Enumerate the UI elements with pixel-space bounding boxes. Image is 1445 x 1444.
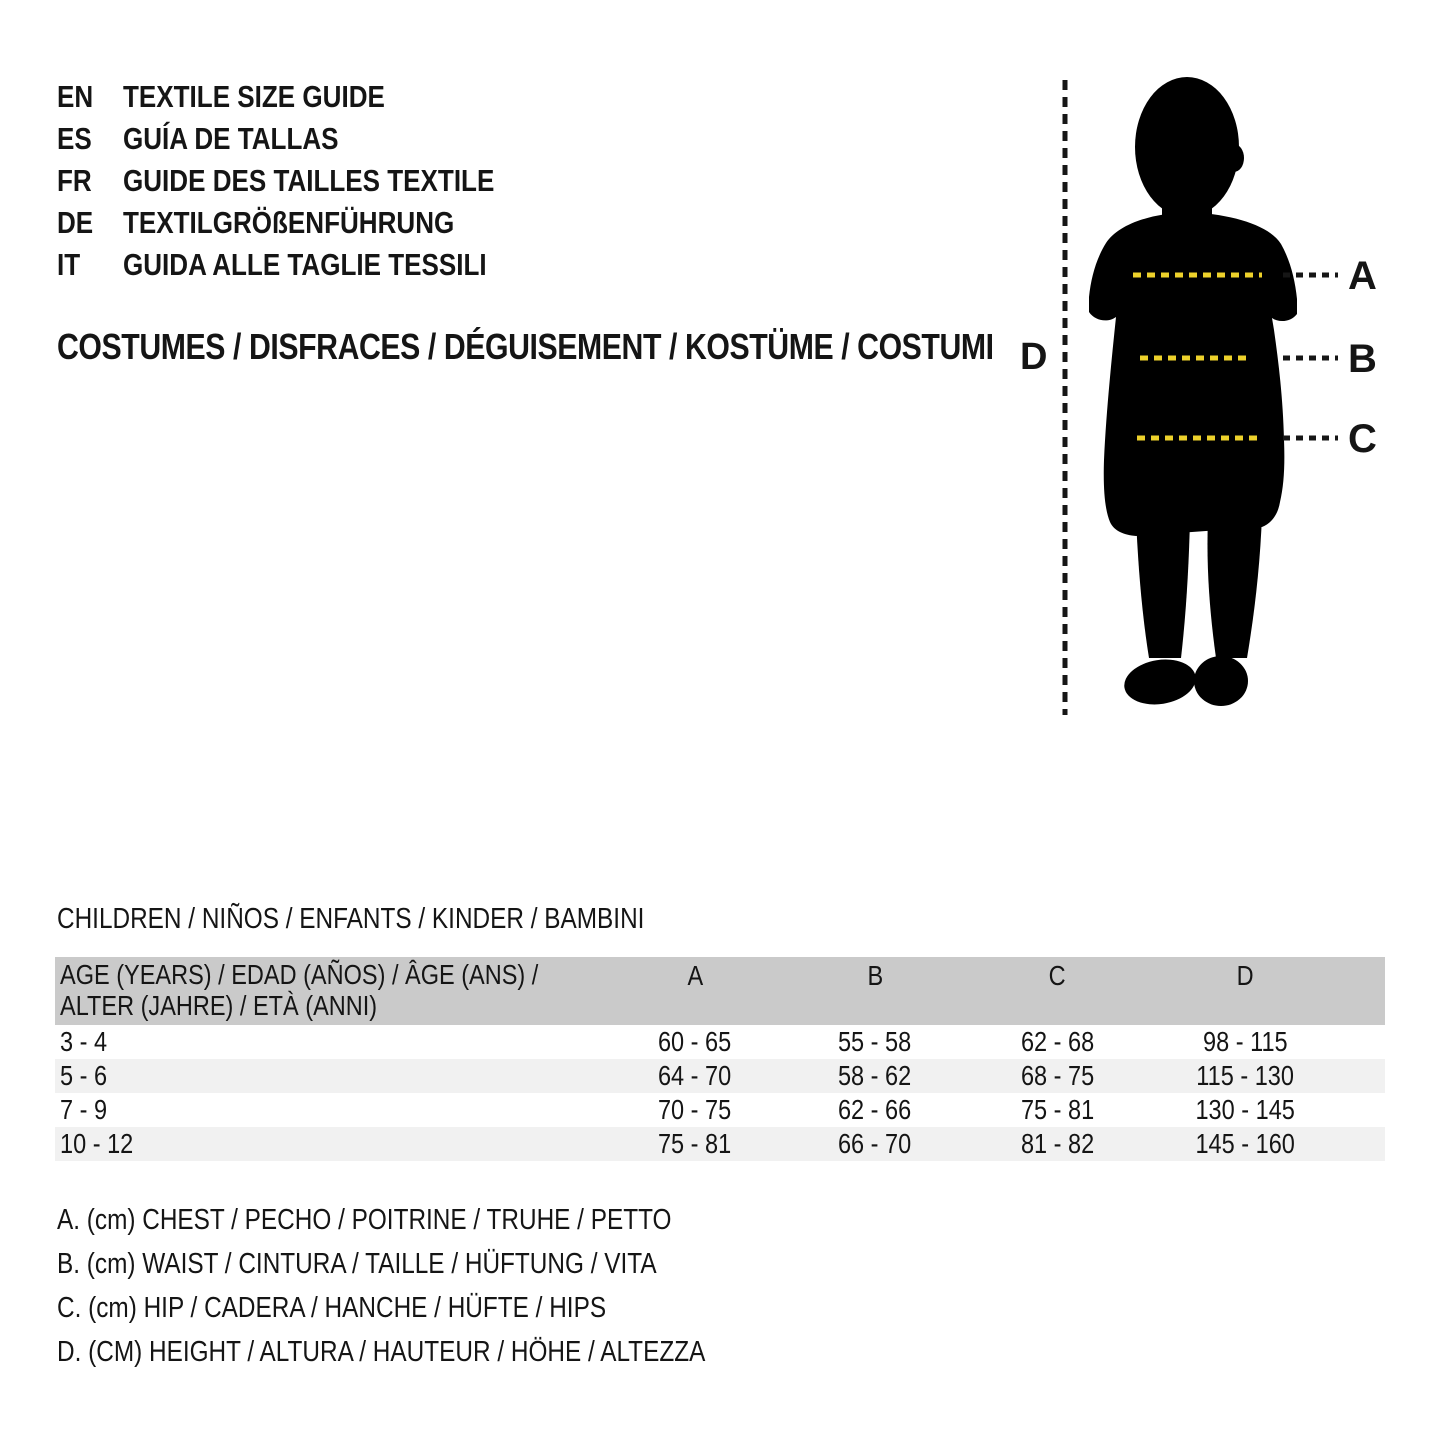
silhouette-right-leg [1207,516,1262,658]
language-code: EN [57,79,94,114]
language-code: FR [57,163,92,198]
children-size-table [55,957,1385,1161]
label-b: B [1348,337,1377,381]
height-cell: 130 - 145 [1195,1094,1295,1125]
language-row-es [57,118,565,160]
guide-title-es: GUÍA DE TALLAS [123,121,339,156]
height-cell: 98 - 115 [1202,1026,1288,1057]
label-c: C [1348,417,1377,461]
language-code: ES [57,121,92,156]
silhouette-left-leg [1136,518,1190,658]
height-cell: 115 - 130 [1196,1060,1294,1091]
legend-item-waist: B. (cm) WAIST / CINTURA / TAILLE / HÜFTUNG / VITA [57,1247,657,1280]
measurement-figure [1000,70,1445,720]
table-row [55,1127,1385,1161]
waist-cell: 55 - 58 [838,1026,912,1057]
guide-title-de: TEXTILGRÖßENFÜHRUNG [123,205,455,240]
age-column-header: AGE (YEARS) / EDAD (AÑOS) / ÂGE (ANS) / ALTER (JAHRE) / ETÀ (ANNI) [60,959,539,1021]
chest-cell: 64 - 70 [658,1060,732,1091]
column-header-c: C [1048,960,1066,991]
measurement-legend [57,1198,829,1374]
table-row [55,1093,1385,1127]
language-title-list [57,76,565,286]
language-code: IT [57,247,81,282]
age-cell: 5 - 6 [60,1060,108,1091]
age-cell: 7 - 9 [60,1094,108,1125]
category-title: COSTUMES / DISFRACES / DÉGUISEMENT / KOSTÜME / COSTUMI [57,326,994,367]
guide-title-fr: GUIDE DES TAILLES TEXTILE [123,163,495,198]
table-row [55,1025,1385,1059]
age-cell: 10 - 12 [60,1128,134,1159]
hip-cell: 81 - 82 [1020,1128,1095,1159]
column-header-a: A [687,960,703,991]
waist-cell: 62 - 66 [838,1094,912,1125]
silhouette-right-shoe [1194,656,1248,706]
language-row-en [57,76,565,118]
silhouette-ear [1224,144,1244,172]
legend-item-chest: A. (cm) CHEST / PECHO / POITRINE / TRUHE / PETTO [57,1203,672,1236]
language-row-it [57,244,565,286]
label-a: A [1348,254,1377,298]
column-header-b: B [867,960,883,991]
table-row [55,1059,1385,1093]
guide-title-it: GUIDA ALLE TAGLIE TESSILI [123,247,487,282]
legend-item-hip: C. (cm) HIP / CADERA / HANCHE / HÜFTE / HIPS [57,1291,607,1324]
hip-cell: 75 - 81 [1020,1094,1095,1125]
table-header-row [55,957,1385,1025]
age-cell: 3 - 4 [60,1026,108,1057]
silhouette-left-shoe [1121,655,1199,710]
chest-cell: 70 - 75 [658,1094,732,1125]
height-cell: 145 - 160 [1195,1128,1295,1159]
column-header-d: D [1236,960,1254,991]
section-title: CHILDREN / NIÑOS / ENFANTS / KINDER / BAMBINI [57,903,645,935]
guide-title-en: TEXTILE SIZE GUIDE [123,79,385,114]
silhouette-torso [1089,212,1297,536]
hip-cell: 62 - 68 [1020,1026,1095,1057]
language-row-fr [57,160,565,202]
child-silhouette-icon [1089,77,1297,709]
waist-cell: 58 - 62 [838,1060,912,1091]
language-row-de [57,202,565,244]
hip-cell: 68 - 75 [1020,1060,1095,1091]
chest-cell: 60 - 65 [658,1026,732,1057]
legend-item-height: D. (CM) HEIGHT / ALTURA / HAUTEUR / HÖHE / ALTEZZA [57,1335,706,1368]
label-d: D [1020,336,1048,378]
chest-cell: 75 - 81 [658,1128,732,1159]
language-code: DE [57,205,94,240]
waist-cell: 66 - 70 [838,1128,912,1159]
